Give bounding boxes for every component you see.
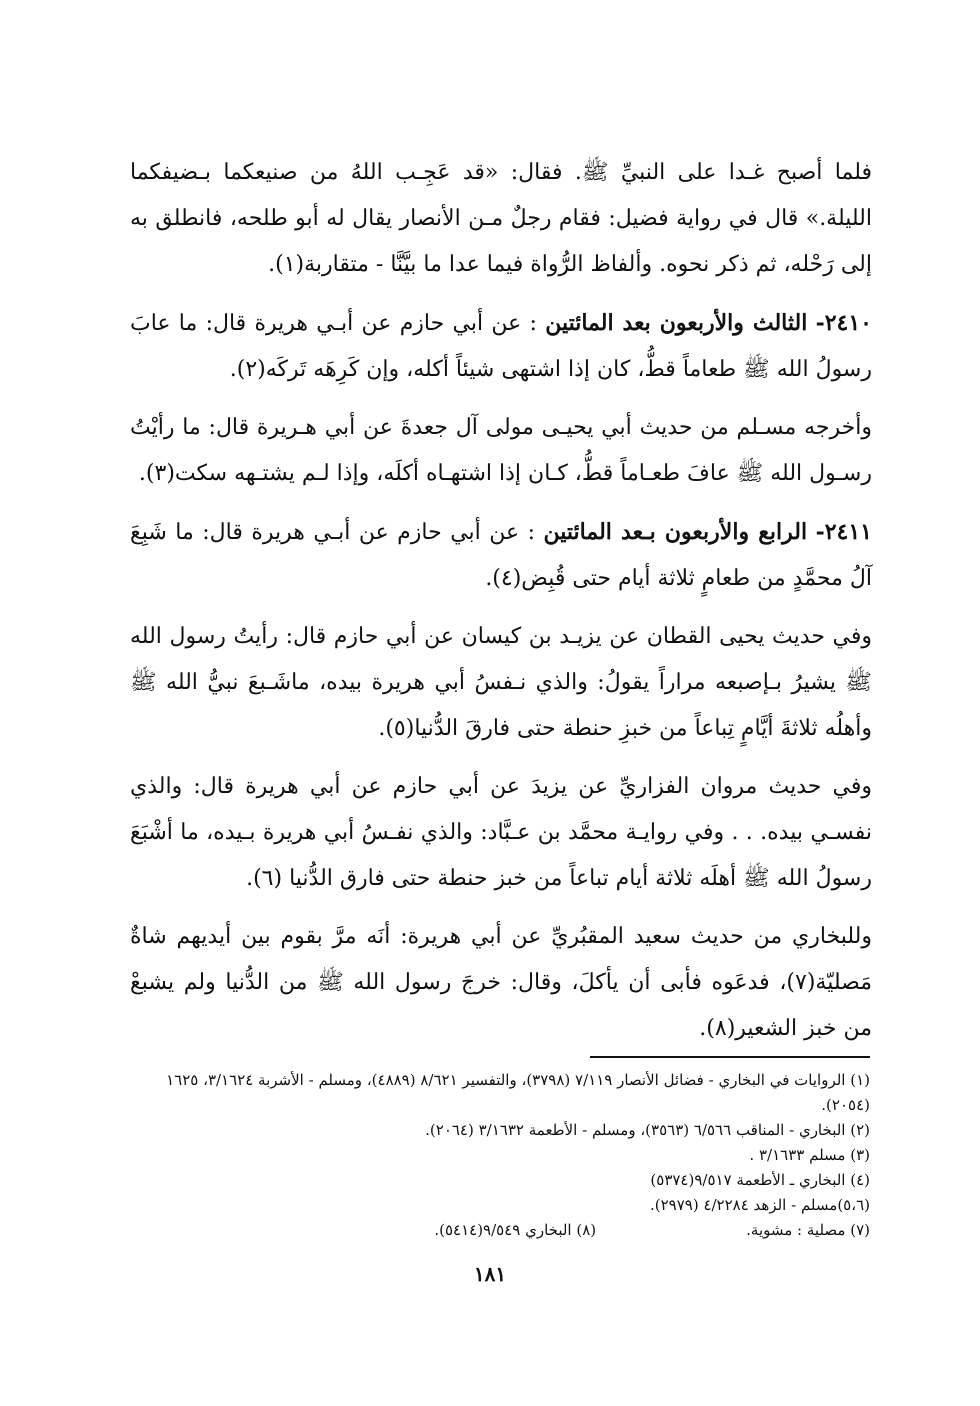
hadith-number: ٢٤١٠- bbox=[815, 310, 872, 336]
paragraph-text: وفي حديث مروان الفزاريِّ عن يزيدَ عن أبي حازم عن أبي هريرة قال: والذي نفسـي بيده. . . وفي روايـة محمَّد بن عـبَّاد: والذي نفـسُ أبي هريرة بـيده، ما أشْبَعَ رسولُ الله ﷺ أهلَه ثلاثة أيام تباعاً من خبز حنطة حتى فارق الدُّنيا (٦). bbox=[130, 774, 872, 891]
paragraph bbox=[130, 764, 872, 902]
paragraph bbox=[130, 914, 872, 1052]
hadith-paragraph bbox=[130, 300, 872, 393]
footnote: (٤) البخاري ـ الأطعمة ٩/٥١٧(٥٣٧٤) bbox=[650, 1171, 870, 1189]
hadith-heading: الرابع والأربعون بـعد المائتين bbox=[543, 519, 808, 545]
footnote: (٢) البخاري - المناقب ٦/٥٦٦ (٣٥٦٣)، ومسلم - الأطعمة ٣/١٦٣٢ (٢٠٦٤). bbox=[425, 1121, 870, 1139]
paragraph bbox=[130, 614, 872, 752]
footnote: (٨) البخاري ٩/٥٤٩(٥٤١٤). bbox=[434, 1221, 597, 1239]
page-number: ١٨١ bbox=[473, 1262, 507, 1286]
footnote: (٧) مصلية : مشوية. bbox=[746, 1221, 870, 1239]
footnote: (٥،٦)مسلم - الزهد ٤/٢٢٨٤ (٢٩٧٩). bbox=[649, 1196, 870, 1214]
paragraph-text: : عن أبي حازم عن أبـي هريرة قال: ما شَبِعَ آلُ محمَّدٍ من طعامٍ ثلاثة أيام حتى قُبِض(٤). bbox=[130, 520, 872, 591]
hadith-paragraph bbox=[130, 509, 872, 602]
paragraph-text: : عن أبي حازم عن أبـي هريرة قال: ما عابَ رسولُ الله ﷺ طعاماً قطُّ، كان إذا اشتهى شيئاً أكله، وإن كَرِهَه تَركَه(٢). bbox=[130, 311, 872, 382]
paragraph bbox=[130, 150, 872, 288]
footnote-row bbox=[118, 1218, 870, 1243]
footnote: (١) الروايات في البخاري - فضائل الأنصار ٧/١١٩ (٣٧٩٨)، والتفسير ٨/٦٢١ (٤٨٨٩)، ومسلم - الأشربة ٣/١٦٢٤، ١٦٢٥ (٢٠٥٤). bbox=[166, 1071, 870, 1114]
paragraph-text: وللبخاري من حديث سعيد المقبُريِّ عن أبي هريرة: أنَه مرَّ بقوم بين أيديهم شاةٌ مَصليّة(٧)، فدعَوه فأبى أن يأكلَ، وقال: خرجَ رسول الله ﷺ من الدُّنيا ولم يشبعْ من خبز الشعير(٨). bbox=[130, 924, 872, 1041]
footnote-separator bbox=[590, 1056, 870, 1058]
paragraph-text: فلما أصبح غـدا على النبيِّ ﷺ. فقال: «قد عَجِـب اللهُ من صنيعكما بـضيفكما الليلة.» قال في رواية فضيل: فقام رجلٌ مـن الأنصار يقال له أبو طلحه، فانطلق به إلى رَحْله، ثم ذكر نحوه. وألفاظ الرُّواة فيما عدا ما بيَّنَّا - متقاربة(١). bbox=[130, 160, 872, 277]
footnote: (٣) مسلم ٣/١٦٣٣ . bbox=[749, 1146, 870, 1164]
paragraph-text: وأخرجه مسـلم من حديث أبي يحيـى مولى آل جعدةَ عن أبي هـريرة قال: ما رأيْتُ رسـول الله ﷺ عافَ طعـاماً قطُّ، كـان إذا اشتهـاه أكلَه، وإذا لـم يشتـهه سكت(٣). bbox=[130, 415, 872, 486]
main-text bbox=[130, 150, 872, 1064]
hadith-number: ٢٤١١- bbox=[815, 519, 872, 545]
hadith-heading: الثالث والأربعون بعد المائتين bbox=[545, 310, 808, 336]
footnotes bbox=[118, 1068, 870, 1243]
paragraph bbox=[130, 405, 872, 497]
paragraph-text: وفي حديث يحيى القطان عن يزيـد بن كيسان عن أبي حازم قال: رأيتُ رسول الله ﷺ يشيرُ بـإصبعه مراراً يقولُ: والذي نـفسُ أبي هريرة بيده، ماشَـبعَ نبيُّ الله ﷺ وأهلُه ثلاثةَ أيَّامٍ تِباعاً من خبزِ حنطة حتى فارقَ الدُّنيا(٥). bbox=[130, 624, 872, 741]
